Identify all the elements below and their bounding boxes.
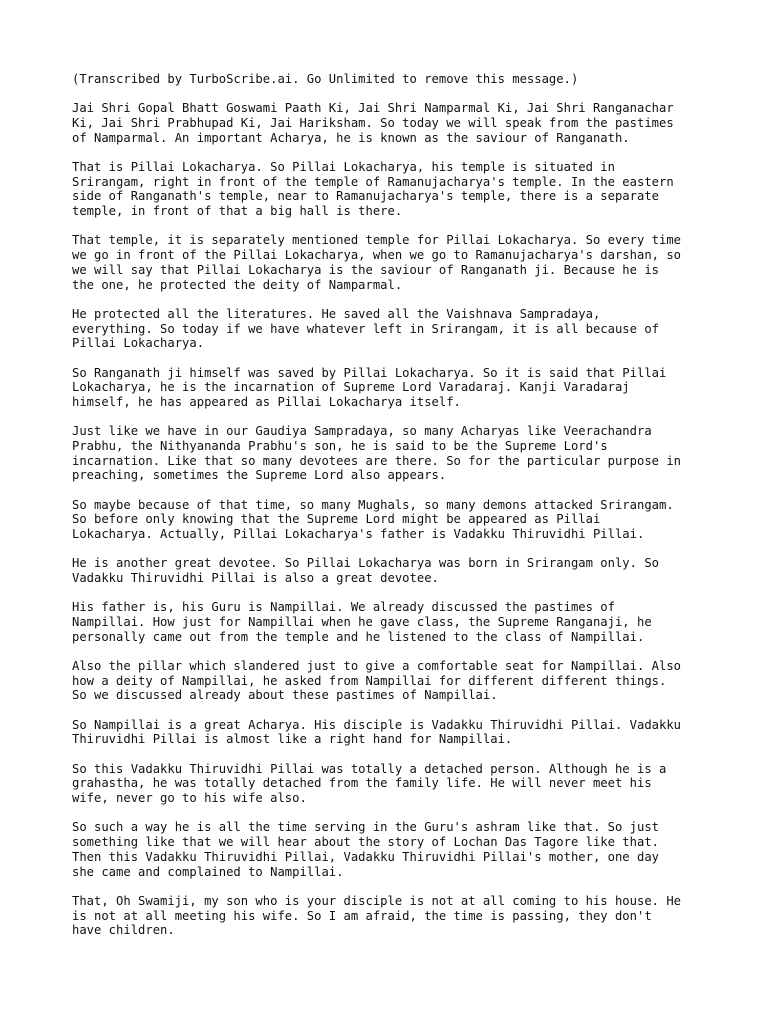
paragraph: So maybe because of that time, so many Mughals, so many demons attacked Srirangam. So before only knowing that the Supreme Lord might be appeared as Pillai Lokacharya. Actually, Pillai Lokacharya's father is Vadakku Thiruvidhi Pillai.: [72, 497, 674, 542]
paragraph: Also the pillar which slandered just to give a comfortable seat for Nampillai. Also how a deity of Nampillai, he asked from Nampillai for different different things. So we discussed already about these pastimes of Nampillai.: [72, 659, 682, 703]
paragraph: Jai Shri Gopal Bhatt Goswami Paath Ki, Jai Shri Namparmal Ki, Jai Shri Ranganachar Ki, Jai Shri Prabhupad Ki, Jai Hariksham. So today we will speak from the pastimes of Namparmal. An important Acharya, he is known as the saviour of Ranganath.: [72, 101, 674, 145]
transcription-notice: (Transcribed by TurboScribe.ai. Go Unlimited to remove this message.): [72, 72, 579, 86]
paragraph: He is another great devotee. So Pillai Lokacharya was born in Srirangam only. So Vadakku Thiruvidhi Pillai is also a great devotee.: [72, 556, 659, 586]
paragraph: So this Vadakku Thiruvidhi Pillai was totally a detached person. Although he is a grahastha, he was totally detached from the family life. He will never meet his wife, never go to his wife also.: [72, 761, 667, 806]
paragraph: So Nampillai is a great Acharya. His disciple is Vadakku Thiruvidhi Pillai. Vadakku Thiruvidhi Pillai is almost like a right hand for Nampillai.: [72, 717, 682, 747]
paragraph: That, Oh Swamiji, my son who is your disciple is not at all coming to his house. He is not at all meeting his wife. So I am afraid, the time is passing, they don't have children.: [72, 893, 682, 938]
paragraph: That is Pillai Lokacharya. So Pillai Lokacharya, his temple is situated in Srirangam, right in front of the temple of Ramanujacharya's temple. In the eastern side of Ranganath's temple, near to Ramanujacharya's temple, there is a separate temple, in front of that a big hall is there.: [72, 160, 674, 219]
paragraph: So Ranganath ji himself was saved by Pillai Lokacharya. So it is said that Pillai Lokacharya, he is the incarnation of Supreme Lord Varadaraj. Kanji Varadaraj himself, he has appeared as Pillai Lokacharya itself.: [72, 365, 667, 409]
paragraph: So such a way he is all the time serving in the Guru's ashram like that. So just something like that we will hear about the story of Lochan Das Tagore like that. Then this Vadakku Thiruvidhi Pillai, Vadakku Thiruvidhi Pillai's mother, one day she came and complained to Nampillai.: [72, 820, 659, 879]
paragraph: That temple, it is separately mentioned temple for Pillai Lokacharya. So every time we go in front of the Pillai Lokacharya, when we go to Ramanujacharya's darshan, so we will say that Pillai Lokacharya is the saviour of Ranganath ji. Because he is the one, he protected the deity of Namparmal.: [72, 233, 682, 292]
paragraph: Just like we have in our Gaudiya Sampradaya, so many Acharyas like Veerachandra Prabhu, the Nithyananda Prabhu's son, he is said to be the Supreme Lord's incarnation. Like that so many devotees are there. So for the particular purpose in preaching, sometimes the Supreme Lord also appears.: [72, 424, 682, 483]
paragraph: His father is, his Guru is Nampillai. We already discussed the pastimes of Nampillai. How just for Nampillai when he gave class, the Supreme Ranganaji, he personally came out from the temple and he listened to the class of Nampillai.: [72, 600, 652, 644]
paragraph: He protected all the literatures. He saved all the Vaishnava Sampradaya, everything. So today if we have whatever left in Srirangam, it is all because of Pillai Lokacharya.: [72, 306, 659, 351]
document-page: [72, 72, 704, 953]
